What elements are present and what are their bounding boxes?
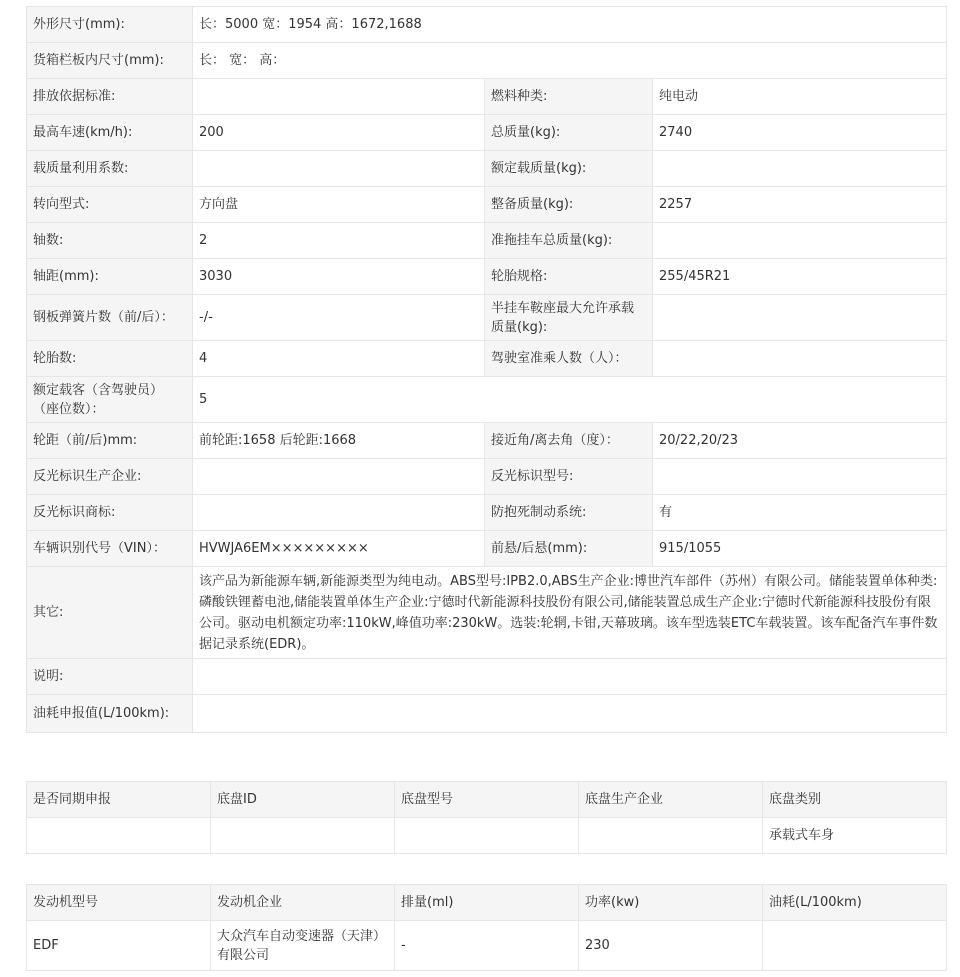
dimensions-label: 外形尺寸(mm): [27,7,193,43]
reflector-brand-label: 反光标识商标: [27,495,193,531]
table-header-row [27,782,947,818]
engine-table [26,884,947,971]
saddle-load-value [653,295,947,341]
notes-label: 说明: [27,659,193,695]
tires-label: 轮胎数: [27,341,193,377]
abs-label: 防抱死制动系统: [485,495,653,531]
table-row [27,659,947,695]
cab-seats-label: 驾驶室准乘人数（人）： [485,341,653,377]
curb-mass-label: 整备质量(kg): [485,187,653,223]
table-row [27,495,947,531]
table-row [27,818,947,854]
table-row [27,921,947,971]
passengers-value: 5 [193,377,947,423]
table-row [27,531,947,567]
axles-label: 轴数: [27,223,193,259]
rated-load-value [653,151,947,187]
column-header: 底盘生产企业 [579,782,763,818]
table-cell [763,921,947,971]
column-header: 发动机型号 [27,885,211,921]
table-cell: - [395,921,579,971]
vin-label: 车辆识别代号（VIN）： [27,531,193,567]
table-row [27,567,947,659]
table-row [27,187,947,223]
column-header: 功率(kw) [579,885,763,921]
passengers-label [27,377,193,423]
table-row [27,341,947,377]
fuel-report-label: 油耗申报值(L/100km): [27,695,193,733]
fuel-type-value: 纯电动 [653,79,947,115]
table-row [27,295,947,341]
trailer-mass-value [653,223,947,259]
emission-label: 排放依据标准: [27,79,193,115]
wheelbase-label: 轴距(mm): [27,259,193,295]
overhang-value: 915/1055 [653,531,947,567]
column-header: 排量(ml) [395,885,579,921]
overhang-label: 前悬/后悬(mm): [485,531,653,567]
table-row [27,423,947,459]
passengers-label-line1: 额定载客（含驾驶员） [33,382,164,398]
vin-value: HVWJA6EM××××××××× [193,531,485,567]
abs-value: 有 [653,495,947,531]
table-row [27,459,947,495]
track-label: 轮距（前/后)mm: [27,423,193,459]
reflector-maker-label: 反光标识生产企业: [27,459,193,495]
table-cell [211,818,395,854]
axles-value: 2 [193,223,485,259]
angles-label: 接近角/离去角（度）： [485,423,653,459]
gross-mass-label: 总质量(kg): [485,115,653,151]
curb-mass-value: 2257 [653,187,947,223]
angles-value: 20/22,20/23 [653,423,947,459]
cab-seats-value [653,341,947,377]
column-header: 底盘型号 [395,782,579,818]
load-coeff-label: 载质量利用系数: [27,151,193,187]
chassis-table [26,781,947,854]
table-cell: EDF [27,921,211,971]
emission-value [193,79,485,115]
table-row [27,151,947,187]
column-header: 底盘类别 [763,782,947,818]
leaf-springs-value: -/- [193,295,485,341]
gross-mass-value: 2740 [653,115,947,151]
table-row [27,259,947,295]
tire-spec-value: 255/45R21 [653,259,947,295]
column-header: 发动机企业 [211,885,395,921]
steering-value: 方向盘 [193,187,485,223]
table-cell: 承载式车身 [763,818,947,854]
notes-value [193,659,947,695]
table-cell [395,818,579,854]
saddle-load-label-line1: 半挂车鞍座最大允许承载 [491,300,635,316]
table-cell: 大众汽车自动变速器（天津）有限公司 [211,921,395,971]
load-coeff-value [193,151,485,187]
other-label: 其它: [27,567,193,659]
table-row [27,7,947,43]
passengers-label-line2: （座位数）： [33,401,105,417]
table-cell [27,818,211,854]
table-row [27,115,947,151]
other-value: 该产品为新能源车辆,新能源类型为纯电动。ABS型号:IPB2.0,ABS生产企业:博世汽车部件（苏州）有限公司。储能装置单体种类:磷酸铁锂蓄电池,储能装置单体生产企业:宁德时代新能源科技股份有限公司,储能装置总成生产企业:宁德时代新能源科技股份有限公司。驱动电机额定功率:110kW,峰值功率:230kW。选装:轮辋,卡钳,天幕玻璃。该车型选装ETC车载装置。该车配备汽车事件数据记录系统(EDR)。 [193,567,947,659]
column-header: 是否同期申报 [27,782,211,818]
reflector-model-value [653,459,947,495]
fuel-report-value [193,695,947,733]
table-row [27,43,947,79]
tire-spec-label: 轮胎规格: [485,259,653,295]
table-row [27,223,947,259]
table-row [27,695,947,733]
column-header: 油耗(L/100km) [763,885,947,921]
cargo-box-value: 长： 宽： 高： [193,43,947,79]
trailer-mass-label: 准拖挂车总质量(kg): [485,223,653,259]
wheelbase-value: 3030 [193,259,485,295]
tires-value: 4 [193,341,485,377]
dimensions-value: 长：5000 宽：1954 高：1672,1688 [193,7,947,43]
saddle-load-label [485,295,653,341]
reflector-brand-value [193,495,485,531]
spec-table [26,6,947,733]
top-speed-label: 最高车速(km/h): [27,115,193,151]
saddle-load-label-line2: 质量(kg): [491,319,548,335]
reflector-model-label: 反光标识型号: [485,459,653,495]
column-header: 底盘ID [211,782,395,818]
table-row [27,377,947,423]
cargo-box-label: 货箱栏板内尺寸(mm): [27,43,193,79]
table-header-row [27,885,947,921]
table-row [27,79,947,115]
rated-load-label: 额定载质量(kg): [485,151,653,187]
table-cell [579,818,763,854]
table-cell: 230 [579,921,763,971]
leaf-springs-label: 钢板弹簧片数（前/后）： [27,295,193,341]
fuel-type-label: 燃料种类: [485,79,653,115]
track-value: 前轮距:1658 后轮距:1668 [193,423,485,459]
top-speed-value: 200 [193,115,485,151]
steering-label: 转向型式: [27,187,193,223]
reflector-maker-value [193,459,485,495]
